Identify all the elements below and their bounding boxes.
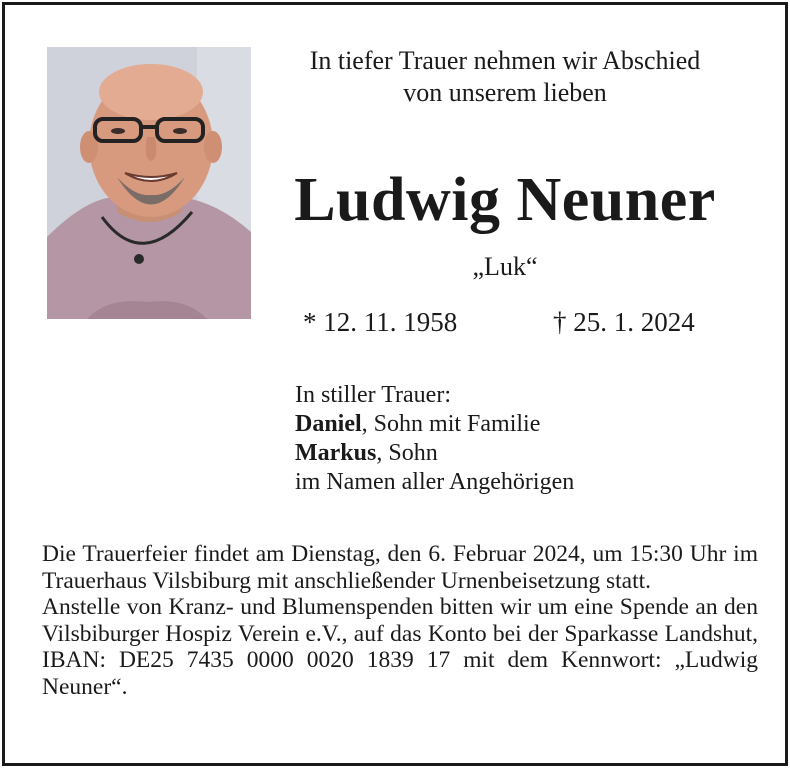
- obituary-card: [2, 2, 788, 766]
- mourner-line: [295, 439, 735, 468]
- mourner-relation: , Sohn: [376, 440, 438, 466]
- donation-text: Anstelle von Kranz- und Blumenspenden bitten wir um eine Spende an den Vilsbiburger Hospiz Verein e.V., auf das Konto bei der Sparkasse Landshut, IBAN: DE25 7435 0000 0020 1839 17 mit dem Kennwort: „Ludwig Neuner“.: [42, 594, 758, 700]
- ceremony-text: Die Trauerfeier findet am Dienstag, den 6. Februar 2024, um 15:30 Uhr im Trauerhaus Vilsbiburg mit anschließender Urnenbeisetzung statt.: [42, 541, 758, 594]
- mourner-relation: , Sohn mit Familie: [361, 411, 541, 437]
- portrait-photo: [47, 47, 251, 319]
- deceased-name: Ludwig Neuner: [294, 166, 716, 234]
- mourner-line: [295, 410, 735, 439]
- ceremony-details: [42, 541, 758, 700]
- death-date: † 25. 1. 2024: [553, 307, 695, 337]
- birth-date: * 12. 11. 1958: [303, 307, 458, 337]
- mourner-name: Daniel: [295, 411, 362, 437]
- intro-line-2: von unserem lieben: [403, 78, 607, 107]
- deceased-nickname: „Luk“: [472, 252, 538, 281]
- mourners-intro: In stiller Trauer:: [295, 382, 451, 408]
- mourners-closing: im Namen aller Angehörigen: [295, 469, 575, 495]
- mourner-name: Markus: [295, 440, 377, 466]
- announcement-intro: [255, 45, 755, 109]
- mourners-block: [295, 381, 735, 497]
- intro-line-1: In tiefer Trauer nehmen wir Abschied: [309, 46, 701, 75]
